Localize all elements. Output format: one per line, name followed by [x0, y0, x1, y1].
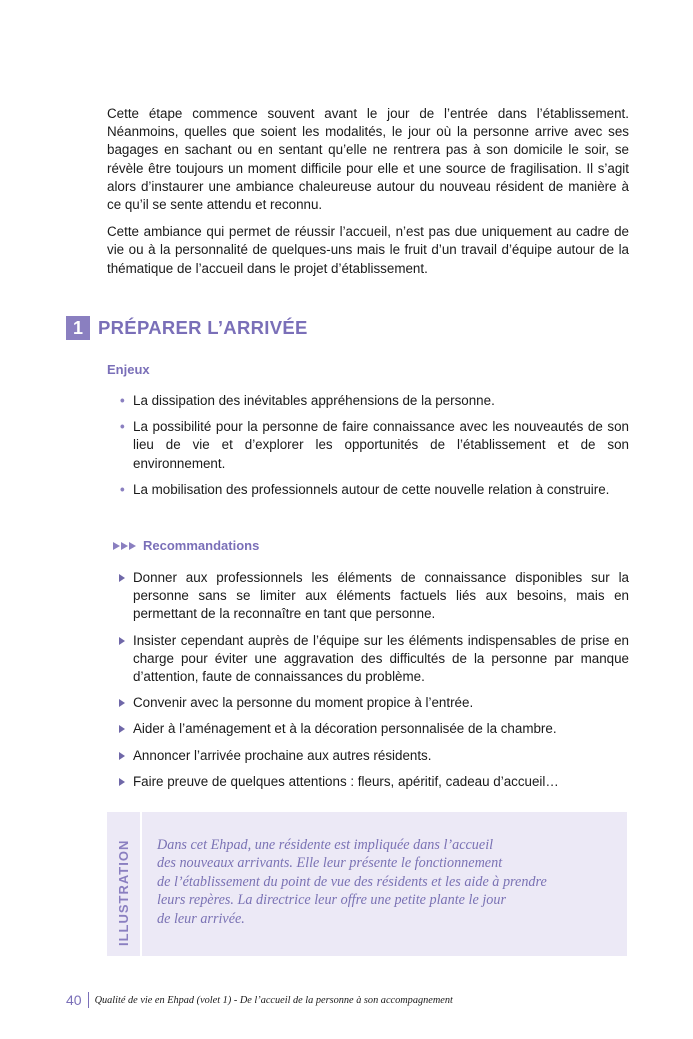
- bullet-icon: •: [120, 481, 125, 497]
- footer-divider: [88, 992, 89, 1008]
- illustration-box: [107, 812, 627, 956]
- section-title: PRÉPARER L’ARRIVÉE: [98, 317, 308, 338]
- illustration-line: de leur arrivée.: [157, 910, 245, 927]
- recommandations-heading: [113, 538, 259, 553]
- enjeux-item: [120, 392, 629, 410]
- illustration-line: de l’établissement du point de vue des résidents et les aide à prendre: [157, 873, 547, 890]
- recommandation-text: Convenir avec la personne du moment propice à l’entrée.: [133, 695, 474, 711]
- recommandation-item: [118, 569, 629, 624]
- triangle-bullet-icon: [119, 778, 125, 786]
- enjeux-item: [120, 481, 629, 499]
- page-number: 40: [66, 992, 82, 1008]
- recommandation-item: [118, 720, 629, 738]
- recommandation-item: [118, 747, 629, 765]
- recommandation-text: Annoncer l’arrivée prochaine aux autres résidents.: [133, 747, 432, 763]
- recommandation-item: [118, 694, 629, 712]
- triangle-bullet-icon: [119, 574, 125, 582]
- recommandations-list: [118, 569, 629, 799]
- illustration-label: ILLUSTRATION: [116, 839, 131, 946]
- recommandations-label: Recommandations: [143, 538, 260, 553]
- recommandation-text: Aider à l’aménagement et à la décoration personnalisée de la chambre.: [133, 721, 557, 737]
- triangle-bullet-icon: [119, 637, 125, 645]
- illustration-line: des nouveaux arrivants. Elle leur présente le fonctionnement: [157, 855, 503, 872]
- enjeux-item-text: La possibilité pour la personne de faire connaissance avec les nouveautés de son lieu de vie et d’explorer les opportunités de l’établissement et de son environnement.: [133, 419, 629, 471]
- enjeux-list: [120, 392, 629, 507]
- recommandation-text: Donner aux professionnels les éléments de connaissance disponibles sur la personne sans se limiter aux éléments factuels liés aux besoins, mais en permettant de la reconnaître en tant que personne.: [133, 570, 629, 622]
- illustration-text: [157, 836, 612, 928]
- recommandation-text: Faire preuve de quelques attentions : fleurs, apéritif, cadeau d’accueil…: [133, 773, 559, 789]
- section-number-badge: 1: [66, 316, 90, 340]
- recommandation-item: [118, 773, 629, 791]
- enjeux-heading: Enjeux: [107, 362, 150, 377]
- illustration-line: leurs repères. La directrice leur offre une petite plante le jour: [157, 892, 506, 909]
- enjeux-item: [120, 418, 629, 473]
- footer-title: Qualité de vie en Ehpad (volet 1) - De l’accueil de la personne à son accompagnement: [94, 994, 453, 1006]
- illustration-line: Dans cet Ehpad, une résidente est impliquée dans l’accueil: [157, 837, 494, 853]
- bullet-icon: •: [120, 419, 125, 435]
- recommandation-item: [118, 632, 629, 687]
- triangle-bullet-icon: [119, 752, 125, 760]
- enjeux-item-text: La dissipation des inévitables appréhensions de la personne.: [133, 393, 495, 408]
- section-heading: [66, 316, 308, 340]
- triple-arrow-icon: [113, 542, 137, 550]
- recommandation-text: Insister cependant auprès de l’équipe sur les éléments indispensables de prise en charge pour éviter une aggravation des difficultés de la personne par manque d’attention, faute de connaissances du problème.: [133, 632, 629, 685]
- bullet-icon: •: [120, 393, 125, 408]
- triangle-bullet-icon: [119, 725, 125, 733]
- triangle-bullet-icon: [119, 699, 125, 707]
- intro-text: [107, 105, 629, 287]
- enjeux-item-text: La mobilisation des professionnels autour de cette nouvelle relation à construire.: [133, 481, 610, 497]
- intro-paragraph-2: Cette ambiance qui permet de réussir l’accueil, n’est pas due uniquement au cadre de vie ou à la personnalité de quelques-uns mais le fruit d’un travail d’équipe autour de la thématique de l’accueil dans le projet d’établissement.: [107, 224, 629, 276]
- illustration-side-band: [107, 812, 142, 956]
- intro-paragraph-1: Cette étape commence souvent avant le jour de l’entrée dans l’établissement. Néanmoins, quelles que soient les modalités, le jour où la personne arrive avec ses bagages en sachant ou en sentant qu’elle ne rentrera pas à son domicile le soir, se révèle être toujours un moment difficile pour elle et une source de fragilisation. Il s’agit alors d’instaurer une ambiance chaleureuse autour du nouveau résident de manière à ce qu’il se sente attendu et reconnu.: [107, 106, 629, 213]
- page-footer: [66, 992, 453, 1008]
